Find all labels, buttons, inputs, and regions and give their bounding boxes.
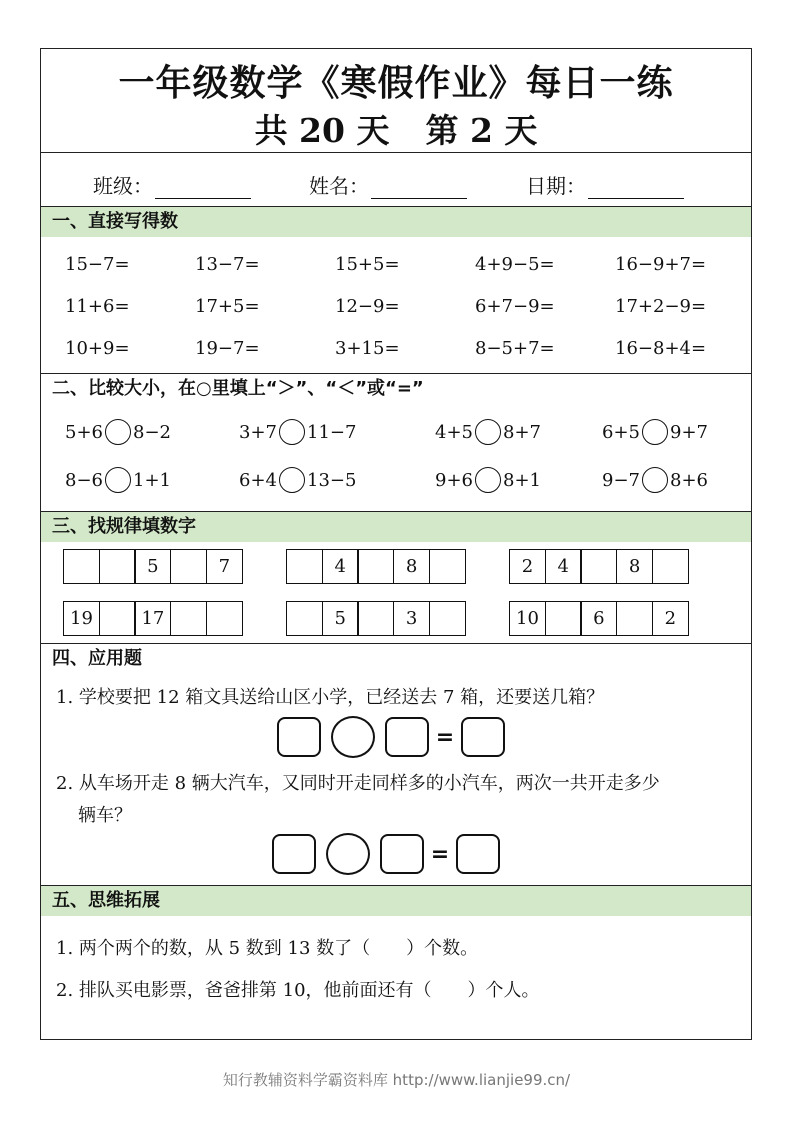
word-problem-2-cont: 辆车？ <box>78 805 132 826</box>
comparison-circle[interactable] <box>279 467 305 493</box>
comparison-item <box>602 419 708 445</box>
equation: 10+9= <box>65 338 130 359</box>
comparison-item <box>435 419 541 445</box>
sequence-cell: 17 <box>134 601 171 636</box>
sequence-cell: 6 <box>580 601 617 636</box>
comparison-circle[interactable] <box>475 419 501 445</box>
sequence-cell: 8 <box>393 549 430 584</box>
comparison-right: 8+6 <box>670 469 708 491</box>
answer-box[interactable] <box>277 717 321 757</box>
comparison-right: 11−7 <box>307 421 357 443</box>
sequence-cell[interactable] <box>286 549 323 584</box>
answer-template-1 <box>277 716 505 758</box>
sequence-cell: 4 <box>322 549 359 584</box>
comparison-circle[interactable] <box>105 419 131 445</box>
comparison-right: 8−2 <box>133 421 171 443</box>
equation: 12−9= <box>335 296 400 317</box>
equation: 15−7= <box>65 254 130 275</box>
name-field[interactable] <box>309 170 467 199</box>
name-label: 姓名： <box>309 174 369 198</box>
current-day: 第 2 天 <box>425 111 538 150</box>
sequence-cell[interactable] <box>99 601 136 636</box>
operator-circle[interactable] <box>331 716 375 758</box>
sequence-cell[interactable] <box>616 601 653 636</box>
sequence-cell[interactable] <box>63 549 100 584</box>
section-1-header: 一、直接写得数 <box>41 207 751 237</box>
answer-box[interactable] <box>272 834 316 874</box>
sequence-cell: 2 <box>509 549 546 584</box>
number-sequence <box>509 601 689 636</box>
equation: 6+7−9= <box>475 296 555 317</box>
equation: 3+15= <box>335 338 400 359</box>
sequence-cell[interactable] <box>170 549 207 584</box>
class-label: 班级： <box>93 174 153 198</box>
word-problem-2: 2. 从车场开走 8 辆大汽车，又同时开走同样多的小汽车，两次一共开走多少 <box>56 773 660 794</box>
comparison-left: 3+7 <box>239 421 277 443</box>
answer-template-2 <box>272 833 500 875</box>
answer-box[interactable] <box>380 834 424 874</box>
sequence-cell: 3 <box>393 601 430 636</box>
number-sequence <box>63 601 243 636</box>
worksheet <box>40 48 752 1040</box>
section-5-header: 五、思维拓展 <box>41 886 751 916</box>
sequence-cell[interactable] <box>580 549 617 584</box>
day-counter <box>41 105 751 152</box>
comparison-circle[interactable] <box>475 467 501 493</box>
equation: 15+5= <box>335 254 400 275</box>
comparison-item <box>602 467 708 493</box>
name-blank[interactable] <box>371 180 467 199</box>
sequence-cell[interactable] <box>545 601 582 636</box>
class-blank[interactable] <box>155 180 251 199</box>
equation: 19−7= <box>195 338 260 359</box>
footer-watermark: 知行教辅资料学霸资料库 http://www.lianjie99.cn/ <box>222 1071 571 1089</box>
class-field[interactable] <box>93 170 251 199</box>
equation: 8−5+7= <box>475 338 555 359</box>
total-days: 共 20 天 <box>254 111 390 150</box>
comparison-item <box>65 419 171 445</box>
sequence-cell: 4 <box>545 549 582 584</box>
comparison-circle[interactable] <box>642 419 668 445</box>
comparison-left: 9+6 <box>435 469 473 491</box>
student-info-row <box>41 152 751 206</box>
comparison-right: 13−5 <box>307 469 357 491</box>
sequence-cell[interactable] <box>357 601 394 636</box>
sequence-cell: 19 <box>63 601 100 636</box>
comparison-item <box>239 467 356 493</box>
equals-sign: = <box>435 724 455 750</box>
comparison-circle[interactable] <box>642 467 668 493</box>
sequence-cell[interactable] <box>429 601 466 636</box>
sequence-cell: 8 <box>616 549 653 584</box>
comparison-item <box>65 467 171 493</box>
equation: 17+2−9= <box>615 296 707 317</box>
sequence-cell: 2 <box>652 601 689 636</box>
answer-box[interactable] <box>385 717 429 757</box>
worksheet-title: 一年级数学《寒假作业》每日一练 <box>118 62 674 104</box>
comparison-left: 9−7 <box>602 469 640 491</box>
comparison-left: 8−6 <box>65 469 103 491</box>
comparison-right: 8+1 <box>503 469 541 491</box>
sequence-cell[interactable] <box>99 549 136 584</box>
sequence-cell: 10 <box>509 601 546 636</box>
date-label: 日期： <box>526 174 586 198</box>
equation: 11+6= <box>65 296 130 317</box>
number-sequence <box>509 549 689 584</box>
comparison-right: 1+1 <box>133 469 171 491</box>
comparison-circle[interactable] <box>105 467 131 493</box>
comparison-left: 5+6 <box>65 421 103 443</box>
comparison-left: 6+4 <box>239 469 277 491</box>
section-3-header: 三、找规律填数字 <box>41 512 751 542</box>
word-problem-1: 1. 学校要把 12 箱文具送给山区小学，已经送去 7 箱，还要送几箱？ <box>56 687 605 708</box>
section-4-header: 四、应用题 <box>52 648 142 669</box>
equation: 4+9−5= <box>475 254 555 275</box>
sequence-cell[interactable] <box>286 601 323 636</box>
operator-circle[interactable] <box>326 833 370 875</box>
equation: 16−9+7= <box>615 254 707 275</box>
number-sequence <box>286 549 466 584</box>
sequence-cell: 5 <box>322 601 359 636</box>
comparison-item <box>435 467 541 493</box>
sequence-cell[interactable] <box>429 549 466 584</box>
comparison-right: 9+7 <box>670 421 708 443</box>
sequence-cell: 7 <box>206 549 243 584</box>
thinking-question-1: 1. 两个两个的数，从 5 数到 13 数了（ ）个数。 <box>56 938 479 959</box>
section-2-header: 二、比较大小，在○里填上“＞”、“＜”或“=” <box>52 378 424 399</box>
comparison-left: 6+5 <box>602 421 640 443</box>
title-box <box>41 49 751 153</box>
sequence-cell[interactable] <box>206 601 243 636</box>
answer-box[interactable] <box>456 834 500 874</box>
date-blank[interactable] <box>588 180 684 199</box>
equation: 16−8+4= <box>615 338 707 359</box>
sequence-cell[interactable] <box>170 601 207 636</box>
comparison-left: 4+5 <box>435 421 473 443</box>
sequence-cell: 5 <box>134 549 171 584</box>
comparison-item <box>239 419 356 445</box>
equation: 13−7= <box>195 254 260 275</box>
sequence-cell[interactable] <box>357 549 394 584</box>
number-sequence <box>286 601 466 636</box>
sequence-cell[interactable] <box>652 549 689 584</box>
thinking-question-2: 2. 排队买电影票，爸爸排第 10，他前面还有（ ）个人。 <box>56 980 540 1001</box>
answer-box[interactable] <box>461 717 505 757</box>
equals-sign: = <box>430 841 450 867</box>
equation: 17+5= <box>195 296 260 317</box>
number-sequence <box>63 549 243 584</box>
comparison-right: 8+7 <box>503 421 541 443</box>
comparison-circle[interactable] <box>279 419 305 445</box>
date-field[interactable] <box>526 170 684 199</box>
